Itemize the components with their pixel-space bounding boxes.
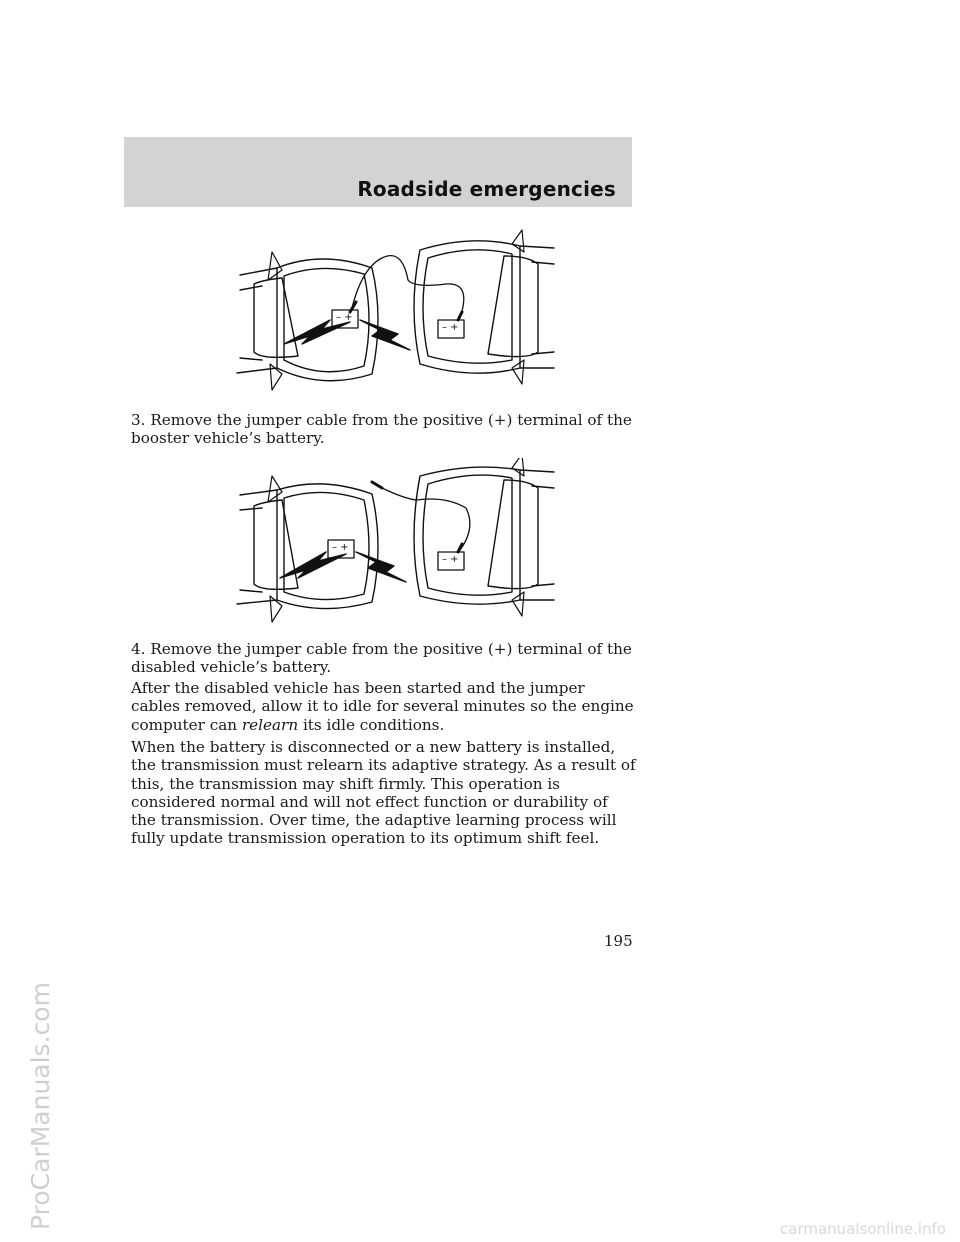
booster-vehicle bbox=[237, 252, 378, 390]
section-header bbox=[124, 137, 632, 207]
page-number: 195 bbox=[604, 932, 633, 950]
section-title: Roadside emergencies bbox=[357, 177, 616, 201]
step-3-instruction: 3. Remove the jumper cable from the positive (+) terminal of the booster vehicle’s battery. bbox=[131, 411, 632, 448]
idle-text-after: its idle conditions. bbox=[302, 715, 445, 734]
battery-terminal-label: – + bbox=[442, 554, 459, 565]
relearn-emphasis: relearn bbox=[241, 715, 299, 734]
battery-terminal-label: – + bbox=[442, 322, 459, 333]
disabled-vehicle bbox=[414, 458, 554, 616]
spark-icon bbox=[280, 552, 346, 578]
battery-terminal-label: – + bbox=[332, 542, 349, 553]
disabled-vehicle bbox=[414, 230, 554, 384]
idle-relearn-paragraph bbox=[131, 679, 636, 734]
spark-icon bbox=[356, 552, 406, 582]
jump-start-step4-diagram bbox=[232, 458, 562, 628]
spark-icon bbox=[284, 320, 350, 344]
booster-vehicle bbox=[237, 476, 378, 622]
watermark: ProCarManuals.com bbox=[26, 982, 55, 1230]
footer-watermark: carmanualsonline.info bbox=[780, 1220, 946, 1238]
battery-terminal-label: – + bbox=[336, 312, 353, 323]
idle-text-before: After the disabled vehicle has been started and the jumper cables removed, allow it to idle for several minutes so the engine computer can bbox=[131, 679, 634, 734]
jump-start-step3-diagram bbox=[232, 228, 562, 398]
step-4-instruction: 4. Remove the jumper cable from the positive (+) terminal of the disabled vehicle’s battery. bbox=[131, 640, 632, 677]
loose-cable-clamp bbox=[372, 482, 382, 488]
transmission-paragraph: When the battery is disconnected or a new battery is installed, the transmission must relearn its adaptive strategy. As a result of this, the transmission may shift firmly. This operation is considered normal and will not effect function or durability of the transmission. Over time, the adaptive learning process will fully update transmission operation to its optimum shift feel. bbox=[131, 738, 636, 848]
